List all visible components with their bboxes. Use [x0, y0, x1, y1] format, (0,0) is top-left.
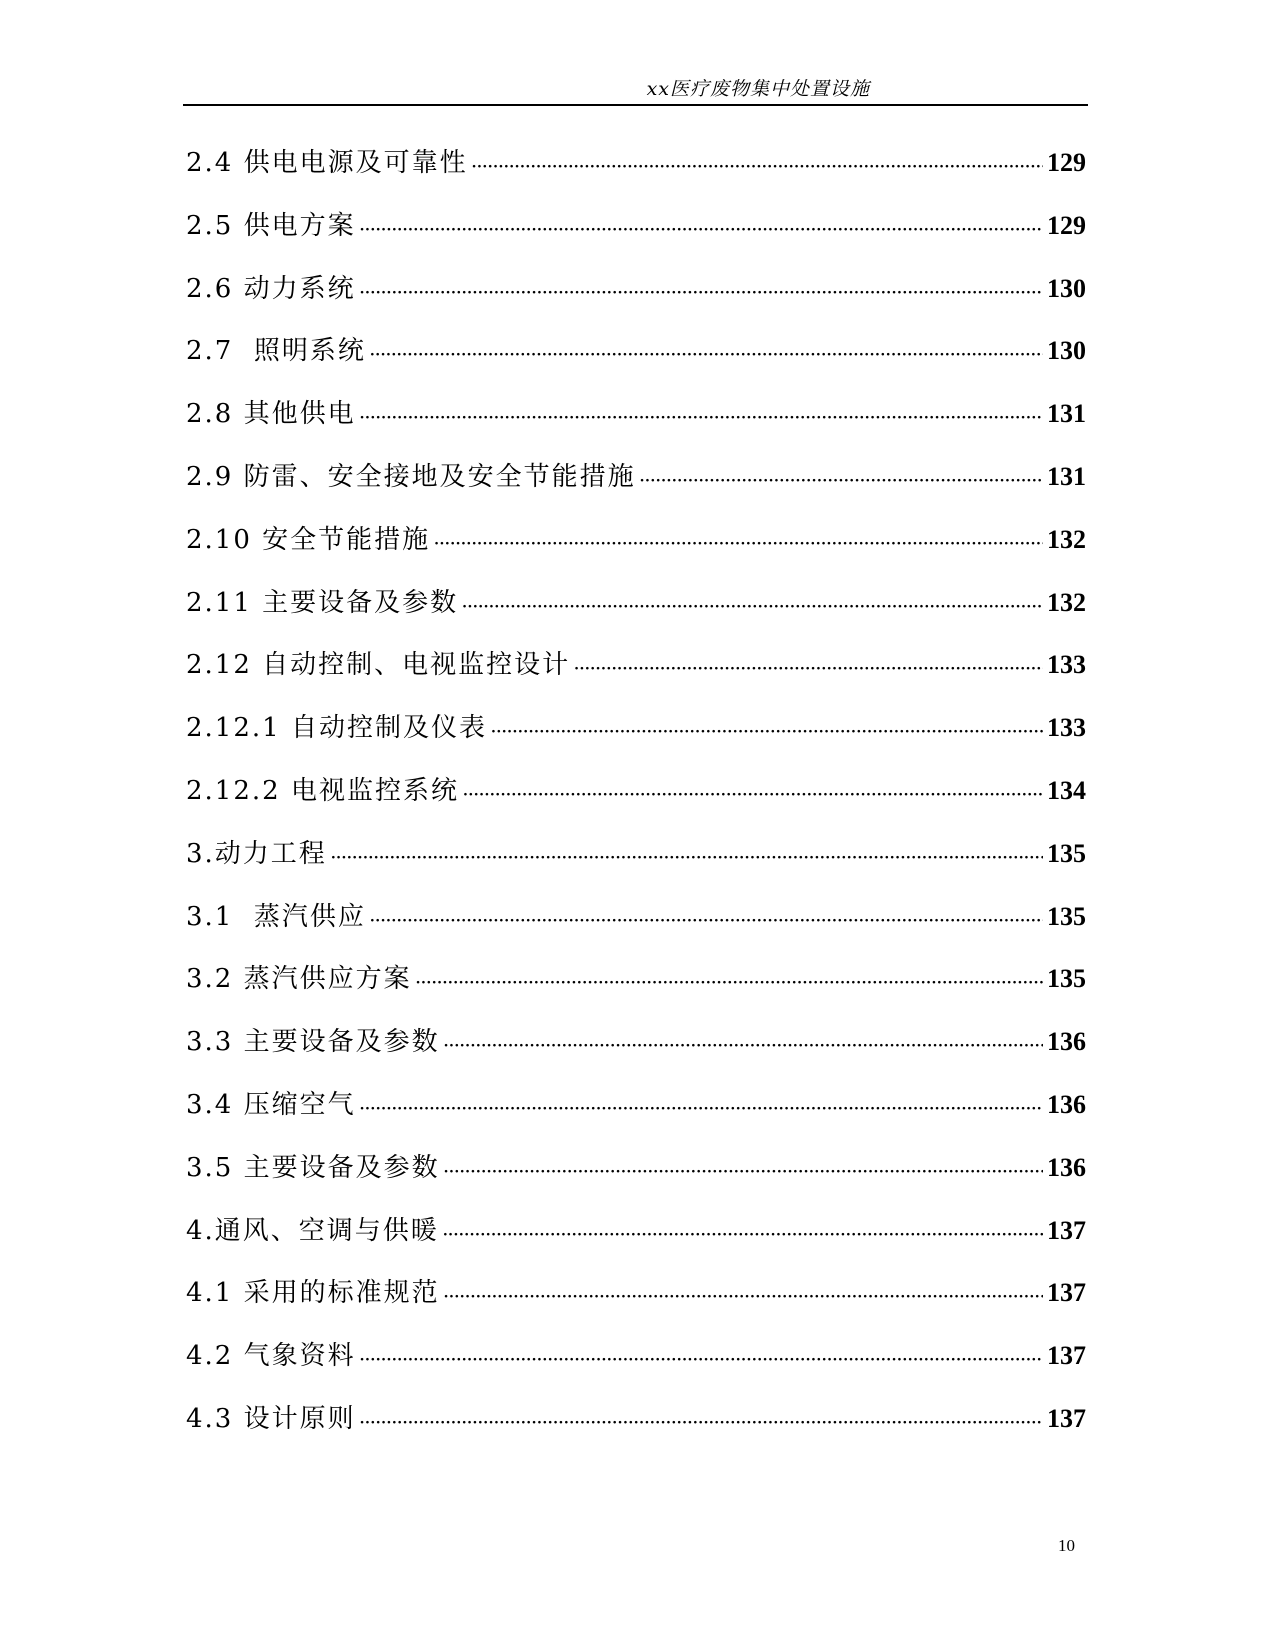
toc-entry[interactable]	[186, 1150, 1086, 1213]
toc-leader-dots	[444, 1279, 1043, 1315]
toc-entry[interactable]	[186, 1087, 1086, 1150]
toc-entry-page: 136	[1047, 1027, 1086, 1057]
document-title: xx医疗废物集中处置设施	[646, 78, 870, 100]
toc-leader-dots	[360, 1342, 1043, 1378]
toc-entry-label: 3.5 主要设备及参数	[186, 1152, 440, 1183]
toc-entry[interactable]	[186, 836, 1086, 899]
toc-entry-label: 4.2 气象资料	[186, 1341, 356, 1372]
toc-leader-dots	[416, 965, 1043, 1001]
toc-entry-label: 2.9 防雷、安全接地及安全节能措施	[186, 461, 636, 492]
toc-entry-page: 135	[1047, 901, 1086, 931]
toc-entry-label: 2.8 其他供电	[186, 399, 356, 430]
toc-leader-dots	[434, 526, 1043, 562]
toc-entry-label: 2.5 供电方案	[186, 210, 356, 241]
toc-entry[interactable]	[186, 522, 1086, 585]
toc-entry-label: 3.1 蒸汽供应	[186, 901, 366, 932]
table-of-contents	[186, 145, 1086, 1464]
toc-entry-label: 4.通风、空调与供暖	[186, 1215, 439, 1246]
toc-leader-dots	[574, 651, 1043, 687]
toc-entry[interactable]	[186, 208, 1086, 271]
toc-entry-label: 2.12 自动控制、电视监控设计	[186, 650, 571, 681]
toc-leader-dots	[360, 275, 1043, 311]
toc-entry-page: 130	[1047, 336, 1086, 366]
toc-entry-page: 131	[1047, 399, 1086, 429]
page-header	[183, 74, 1088, 106]
toc-entry-label: 2.4 供电电源及可靠性	[186, 148, 468, 178]
toc-entry-page: 137	[1047, 1403, 1086, 1433]
toc-entry[interactable]	[186, 145, 1086, 208]
toc-entry-label: 3.2 蒸汽供应方案	[186, 964, 412, 995]
toc-entry[interactable]	[186, 585, 1086, 648]
toc-entry-label: 3.3 主要设备及参数	[186, 1027, 440, 1058]
toc-leader-dots	[360, 1091, 1043, 1127]
toc-entry-page: 137	[1047, 1215, 1086, 1245]
toc-leader-dots	[444, 1154, 1043, 1190]
toc-entry[interactable]	[186, 647, 1086, 710]
toc-leader-dots	[360, 212, 1043, 248]
toc-entry[interactable]	[186, 1338, 1086, 1401]
toc-entry-page: 130	[1047, 273, 1086, 303]
toc-entry[interactable]	[186, 333, 1086, 396]
toc-entry-page: 129	[1047, 210, 1086, 240]
toc-entry[interactable]	[186, 773, 1086, 836]
toc-leader-dots	[360, 400, 1043, 436]
toc-leader-dots	[472, 149, 1043, 185]
toc-leader-dots	[370, 903, 1043, 939]
toc-entry-page: 134	[1047, 775, 1086, 805]
toc-entry-label: 2.6 动力系统	[186, 273, 356, 304]
toc-entry-page: 133	[1047, 650, 1086, 680]
toc-entry[interactable]	[186, 899, 1086, 962]
toc-leader-dots	[444, 1028, 1043, 1064]
toc-leader-dots	[640, 463, 1043, 499]
toc-entry[interactable]	[186, 1275, 1086, 1338]
page-number: 10	[1058, 1536, 1075, 1555]
toc-entry-label: 3.动力工程	[186, 838, 327, 869]
toc-leader-dots	[443, 1217, 1043, 1253]
toc-entry-label: 2.12.1 自动控制及仪表	[186, 713, 487, 744]
toc-leader-dots	[462, 589, 1043, 625]
toc-entry[interactable]	[186, 459, 1086, 522]
toc-entry-label: 4.1 采用的标准规范	[186, 1278, 440, 1309]
toc-entry-page: 135	[1047, 838, 1086, 868]
toc-entry[interactable]	[186, 1024, 1086, 1087]
toc-leader-dots	[491, 714, 1043, 750]
toc-leader-dots	[370, 337, 1043, 373]
toc-entry-page: 135	[1047, 964, 1086, 994]
toc-entry-page: 136	[1047, 1152, 1086, 1182]
toc-leader-dots	[331, 840, 1043, 876]
toc-entry-page: 132	[1047, 524, 1086, 554]
toc-leader-dots	[360, 1405, 1043, 1441]
toc-entry-label: 2.11 主要设备及参数	[186, 587, 459, 618]
toc-entry-page: 131	[1047, 461, 1086, 491]
toc-entry-label: 2.7 照明系统	[186, 336, 366, 367]
toc-entry-page: 133	[1047, 713, 1086, 743]
toc-entry[interactable]	[186, 1213, 1086, 1276]
toc-entry-label: 4.3 设计原则	[186, 1403, 356, 1434]
toc-entry-label: 2.10 安全节能措施	[186, 524, 431, 555]
toc-entry[interactable]	[186, 710, 1086, 773]
toc-entry-page: 129	[1047, 148, 1086, 177]
toc-leader-dots	[463, 777, 1043, 813]
toc-entry-page: 137	[1047, 1341, 1086, 1371]
toc-entry[interactable]	[186, 396, 1086, 459]
toc-entry[interactable]	[186, 271, 1086, 334]
toc-entry[interactable]	[186, 961, 1086, 1024]
toc-entry[interactable]	[186, 1401, 1086, 1464]
toc-entry-label: 3.4 压缩空气	[186, 1089, 356, 1120]
toc-entry-label: 2.12.2 电视监控系统	[186, 775, 459, 806]
toc-entry-page: 136	[1047, 1089, 1086, 1119]
toc-entry-page: 137	[1047, 1278, 1086, 1308]
toc-entry-page: 132	[1047, 587, 1086, 617]
